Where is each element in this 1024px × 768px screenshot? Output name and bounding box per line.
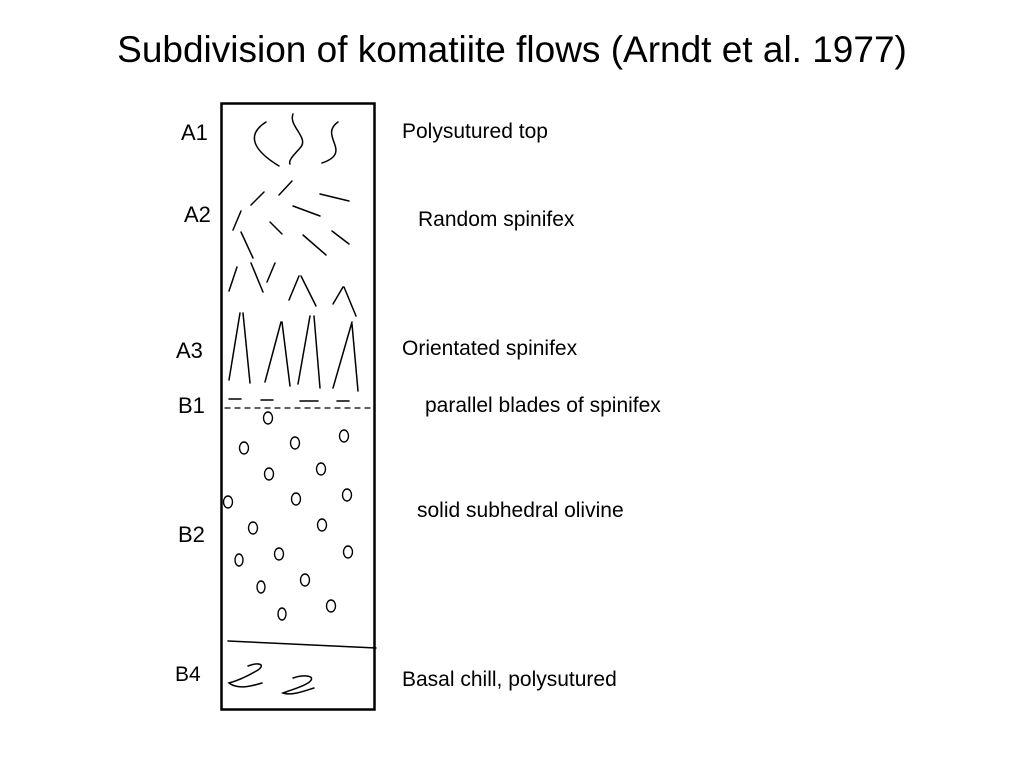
zone-description-b2: solid subhedral olivine xyxy=(417,499,624,522)
random-spinifex-marks xyxy=(229,181,356,316)
polysutured-top-marks xyxy=(254,114,338,166)
basal-chill-marks xyxy=(229,664,314,694)
b4-boundary-line xyxy=(228,641,376,648)
zone-label-a3: A3 xyxy=(176,338,203,363)
zone-label-a1: A1 xyxy=(181,120,208,145)
page-title: Subdivision of komatiite flows (Arndt et al. 1977) xyxy=(117,29,907,70)
zone-description-a1: Polysutured top xyxy=(402,120,548,143)
zone-description-a2: Random spinifex xyxy=(418,208,575,231)
orientated-spinifex-marks xyxy=(229,313,358,391)
zone-label-b2: B2 xyxy=(178,522,205,547)
olivine-grain-marks xyxy=(224,412,353,620)
parallel-blades-marks xyxy=(229,399,349,401)
zone-description-a3: Orientated spinifex xyxy=(402,337,578,360)
zone-description-b1: parallel blades of spinifex xyxy=(425,394,661,417)
flow-column-outline xyxy=(222,104,375,710)
zone-description-b4: Basal chill, polysutured xyxy=(402,668,617,691)
zone-label-b1: B1 xyxy=(178,393,205,418)
zone-label-a2: A2 xyxy=(184,202,211,227)
zone-label-b4: B4 xyxy=(175,663,201,686)
